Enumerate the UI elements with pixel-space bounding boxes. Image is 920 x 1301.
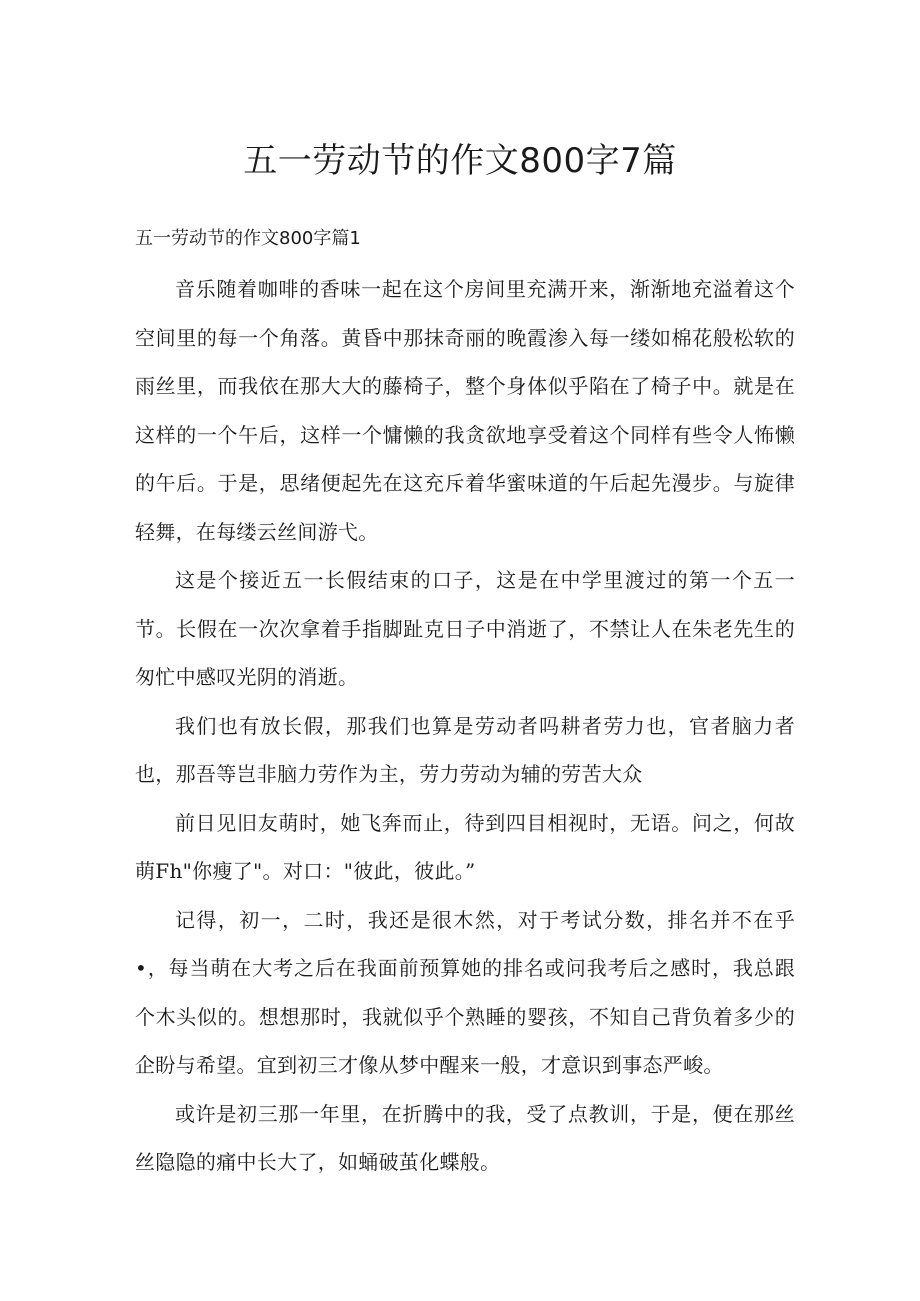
paragraph: 这是个接近五一长假结束的口子，这是在中学里渡过的第一个五一节。长假在一次次拿着手指脚趾克日子中消逝了，不禁让人在朱老先生的匆忙中感叹光阴的消逝。	[135, 568, 795, 689]
paragraph: 前日见旧友萌时，她飞奔而止，待到四目相视时，无语。问之，何故萌Fh"你瘦了"。对口："彼此，彼此。”	[135, 810, 795, 883]
paragraph: 记得，初一，二时，我还是很木然，对于考试分数，排名并不在乎•，每当萌在大考之后在我面前预算她的排名或问我考后之感时，我总跟个木头似的。想想那时，我就似乎个熟睡的婴孩，不知自己背负着多少的企盼与希望。宜到初三才像从梦中醒来一般，才意识到事态严峻。	[135, 907, 795, 1077]
section-heading: 五一劳动节的作文800字篇1	[135, 228, 361, 249]
paragraph: 音乐随着咖啡的香味一起在这个房间里充满开来，渐渐地充溢着这个空间里的每一个角落。黄昏中那抹奇丽的晚霞渗入每一缕如棉花般松软的雨丝里，而我依在那大大的藤椅子，整个身体似乎陷在了椅子中。就是在这样的一个午后，这样一个慵懒的我贪欲地享受着这个同样有些令人怖懒的午后。于是，思绪便起先在这充斥着华蜜味道的午后起先漫步。与旋律轻舞，在每缕云丝间游弋。	[135, 277, 795, 544]
paragraph: 或许是初三那一年里，在折腾中的我，受了点教训，于是，便在那丝丝隐隐的痛中长大了，如蛹破茧化蝶般。	[135, 1101, 795, 1174]
document-title: 五一劳动节的作文800字7篇	[243, 141, 677, 181]
paragraph: 我们也有放长假，那我们也算是劳动者吗耕者劳力也，官者脑力者也，那吾等岂非脑力劳作为主，劳力劳动为辅的劳苦大众	[135, 713, 795, 786]
document-body	[135, 265, 795, 1187]
